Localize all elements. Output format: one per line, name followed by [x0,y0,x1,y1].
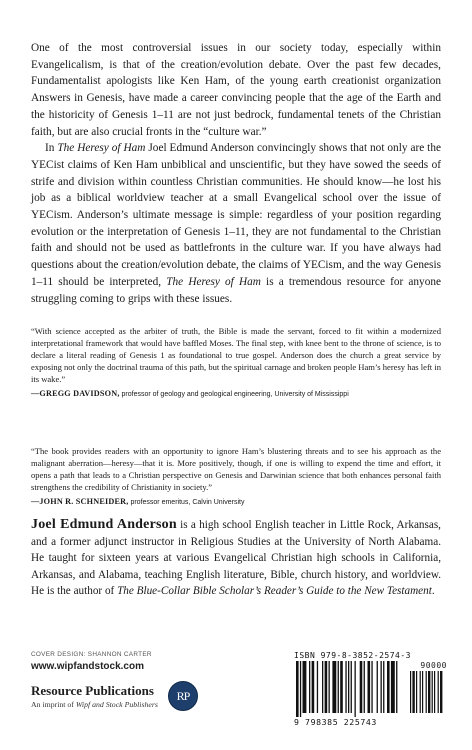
other-book-title: The Blue-Collar Bible Scholar’s Reader’s Guide to the New Testament [117,585,432,598]
barcode-bar [317,661,318,713]
barcode-bars [294,661,444,724]
barcode-bar [322,661,323,713]
addon-bar [416,671,417,713]
addon-bar [440,671,442,713]
barcode-bar [391,661,395,713]
endorsement-quote: “The book provides readers with an opportunity to ignore Ham’s blustering threats and to see his approach as the malignant aberration—heresy—that it is. More positively, though, if one is willing to expend the time and effort, it opens a path that leads to a Christian perspective on Genesis and Darwinian science that both enhances personal faith strengthens the credibility of Christianity in society.” [31,446,441,493]
book-title: The Heresy of Ham [57,142,146,155]
isbn-barcode [294,651,450,737]
description-blurb [31,40,441,307]
barcode-bar [364,661,365,713]
barcode-bar [329,661,330,713]
barcode-bar [338,661,339,713]
endorsement-attribution [31,388,441,401]
barcode-bar [355,661,356,717]
addon-bar [420,671,421,713]
barcode-bar [296,661,299,717]
addon-bar [426,671,427,713]
bio-paragraph [31,517,441,600]
addon-bar [412,671,414,713]
author-name: Joel Edmund Anderson [31,517,177,532]
bio-text: is a high school English teacher in Little Rock, Arkansas, and a former adjunct instructor in Religious Studies at the University of North Alabama. He taught for sixteen years at various Evangelical Christian high schools in California, Arkansas, and Alabama, teaching English literature, Bible, church history, and worldview. He is the author of [31,519,441,598]
barcode-bar [300,661,301,717]
addon-bar [432,671,433,713]
publisher-logo-icon: RP [168,681,198,711]
barcode-bar [340,661,343,713]
bio-text: . [431,585,435,598]
barcode-bar [381,661,382,713]
barcode-bar [345,661,346,713]
blurb-paragraph-1: One of the most controversial issues in our society today, especially within Evangelicalism, is that of the creation/evolution debate. Over the past few decades, Fundamentalist apologists like Ken Ham, of the young earth creationist organization Answers in Genesis, have made a career convincing people that the age of the Earth and the historicity of Genesis 1–11 are not just bedrock, fundamental tenets of the Christian faith, but are also crucial fronts in the “culture war.” [31,42,441,138]
endorser-role: professor emeritus, Calvin University [128,499,245,507]
ean-digits: 9 798385 225743 [294,717,377,727]
price-code: 90000 [420,661,447,670]
barcode-bar [368,661,371,713]
cover-design-credit: COVER DESIGN: SHANNON CARTER [31,651,152,658]
addon-bar [438,671,439,713]
barcode-bar [312,661,315,713]
publisher-block [31,683,231,723]
credits-footer [31,651,271,672]
endorser-role: professor of geology and geological engineering, University of Mississippi [119,391,349,399]
barcode-bar [360,661,363,713]
addon-bar [428,671,430,713]
barcode-bar [383,661,384,713]
publisher-name: Resource Publications [31,683,154,698]
isbn-text: ISBN 979-8-3852-2574-3 [294,651,411,660]
author-bio [31,517,441,600]
barcode-bar [371,661,372,713]
addon-bar [410,671,411,713]
blurb-text: is a tremendous resource for anyone struggling coming to grips with these issues. [31,275,442,305]
barcode-bar [325,661,328,713]
endorsement-quote: “With science accepted as the arbiter of truth, the Bible is made the servant, forced to fit within a modernized interpretational framework that would have baffled Moses. The final step, with knee bent to the throne of science, is to declare a literal reading of Genesis 1 as foundational to true gospel. Anderson does the church a great service by exposing not only the doctrinal trauma of this path, but the spiritual carnage and broken people Ham’s heresy has left in its wake.” [31,326,441,385]
imprint-prefix: An imprint of [31,700,76,709]
addon-bar [434,671,435,713]
imprint-publisher: Wipf and Stock Publishers [75,700,158,709]
blurb-paragraph-2 [31,140,441,307]
barcode-bar [377,661,378,713]
endorsement [31,445,441,509]
blurb-text: Joel Edmund Anderson convincingly shows that not only are the YECist claims of Ken Ham unbiblical and unscientific, but they have sowed the seeds of strife and division within countless Christian communities. He should know—he lost his job as a biblical worldview teacher at a small Evangelical school over the issue of YECism. Anderson’s ultimate message is simple: regardless of your position regarding evolution or the interpretation of Genesis 1–11, they are not fundamental to the Christian faith and should not be used as battlefronts in the culture war. If you have always had questions about the creation/evolution debate, the claims of YECism, and the way Genesis 1–11 should be interpreted, [31,142,441,288]
barcode-bar [309,661,310,713]
addon-bar [422,671,423,713]
blurb-text: In [45,142,58,155]
barcode-bar [332,661,336,713]
barcode-bar [396,661,397,713]
barcode-bar [348,661,349,713]
endorser-name: —JOHN R. SCHNEIDER, [31,497,129,507]
imprint-line [31,700,231,709]
book-title: The Heresy of Ham [166,275,261,288]
barcode-bar [387,661,390,713]
endorser-name: —GREGG DAVIDSON, [31,389,120,399]
barcode-bar [351,661,352,713]
endorsement-attribution [31,496,441,509]
publisher-website: www.wipfandstock.com [31,661,144,672]
endorsement [31,325,441,402]
barcode-bar [303,661,307,713]
